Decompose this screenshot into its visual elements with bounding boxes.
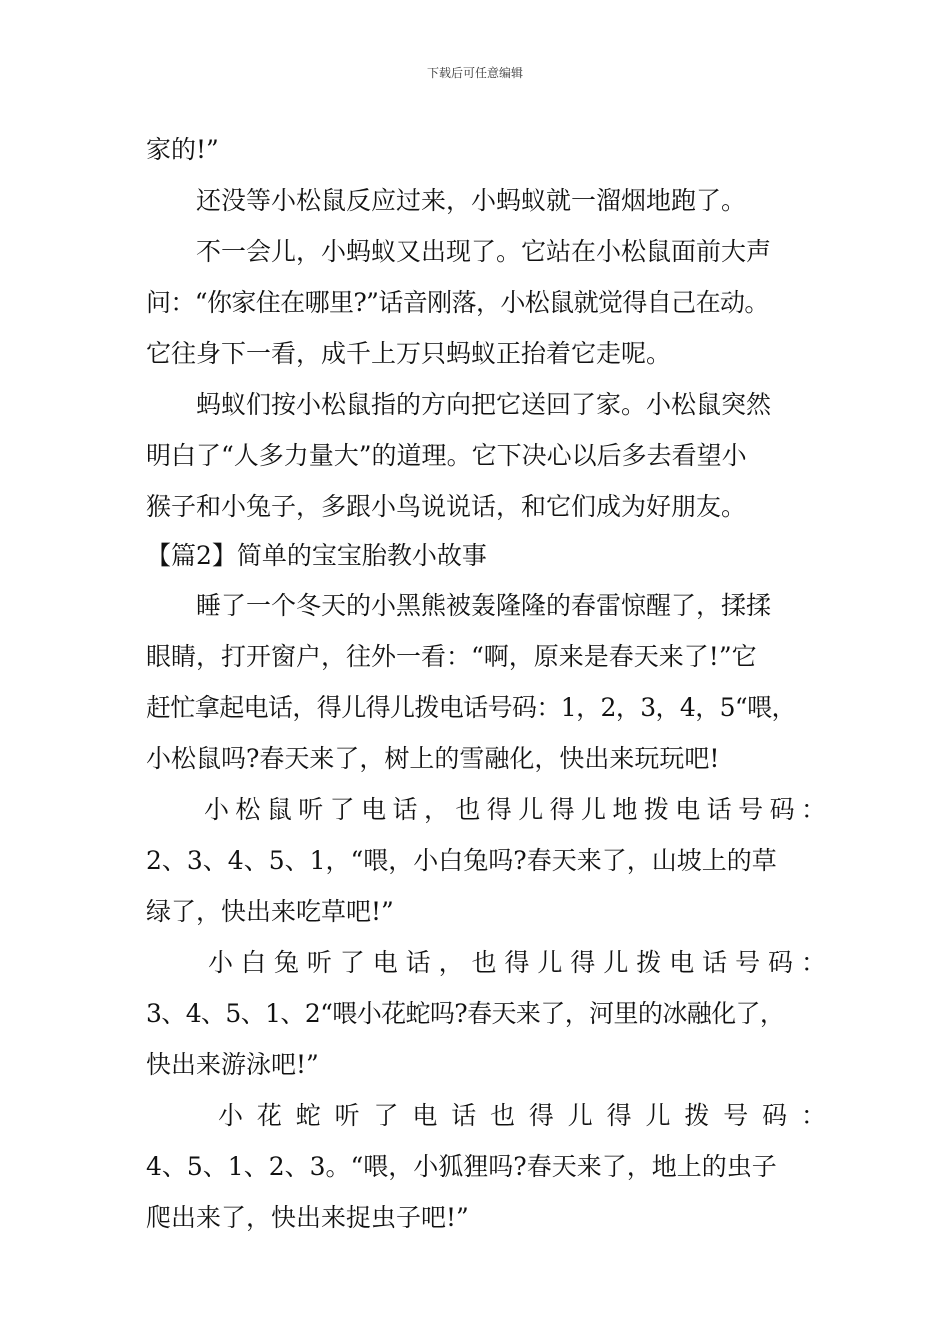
text-line: 问：“你家住在哪里?”话音刚落，小松鼠就觉得自己在动。 [146,288,769,317]
text-line: 绿了，快出来吃草吧!” [146,897,394,926]
paragraph-start-line: 睡了一个冬天的小黑熊被轰隆隆的春雷惊醒了，揉揉 [196,591,772,620]
paragraph-start-line: 小花蛇听了电话也得儿得儿拨号码： [218,1101,826,1130]
text-line: 家的!” [146,135,219,164]
text-line: 爬出来了，快出来捉虫子吧!” [146,1203,469,1232]
text-line: 2、3、4、5、1，“喂，小白兔吗?春天来了，山坡上的草 [146,846,777,875]
text-line: 4、5、1、2、3。“喂，小狐狸吗?春天来了，地上的虫子 [146,1152,777,1181]
document-body [146,124,826,1243]
text-line: 小松鼠吗?春天来了，树上的雪融化，快出来玩玩吧! [146,744,720,773]
text-line: 明白了“人多力量大”的道理。它下决心以后多去看望小 [146,441,747,470]
text-line: 赶忙拿起电话，得儿得儿拨电话号码：1，2，3，4，5“喂， [146,693,796,722]
page-header-note: 下载后可任意编辑 [426,66,523,80]
paragraph-start-line: 小白兔听了电话，也得儿得儿拨电话号码： [208,948,826,977]
text-line: 眼睛，打开窗户，往外一看：“啊，原来是春天来了!”它 [146,642,757,671]
paragraph-start-line: 不一会儿，小蚂蚁又出现了。它站在小松鼠面前大声 [196,237,772,266]
text-line: 它往身下一看，成千上万只蚂蚁正抬着它走呢。 [146,339,672,368]
paragraph-start-line: 蚂蚁们按小松鼠指的方向把它送回了家。小松鼠突然 [196,390,772,419]
paragraph-start-line: 还没等小松鼠反应过来，小蚂蚁就一溜烟地跑了。 [196,186,747,215]
text-line: 快出来游泳吧!” [146,1050,319,1079]
section-heading: 【篇2】简单的宝宝胎教小故事 [146,541,487,570]
text-line: 猴子和小兔子，多跟小鸟说说话，和它们成为好朋友。 [146,492,747,521]
paragraph-start-line: 小松鼠听了电话，也得儿得儿地拨电话号码： [204,795,826,824]
text-line: 3、4、5、1、2“喂小花蛇吗?春天来了，河里的冰融化了， [146,999,785,1028]
